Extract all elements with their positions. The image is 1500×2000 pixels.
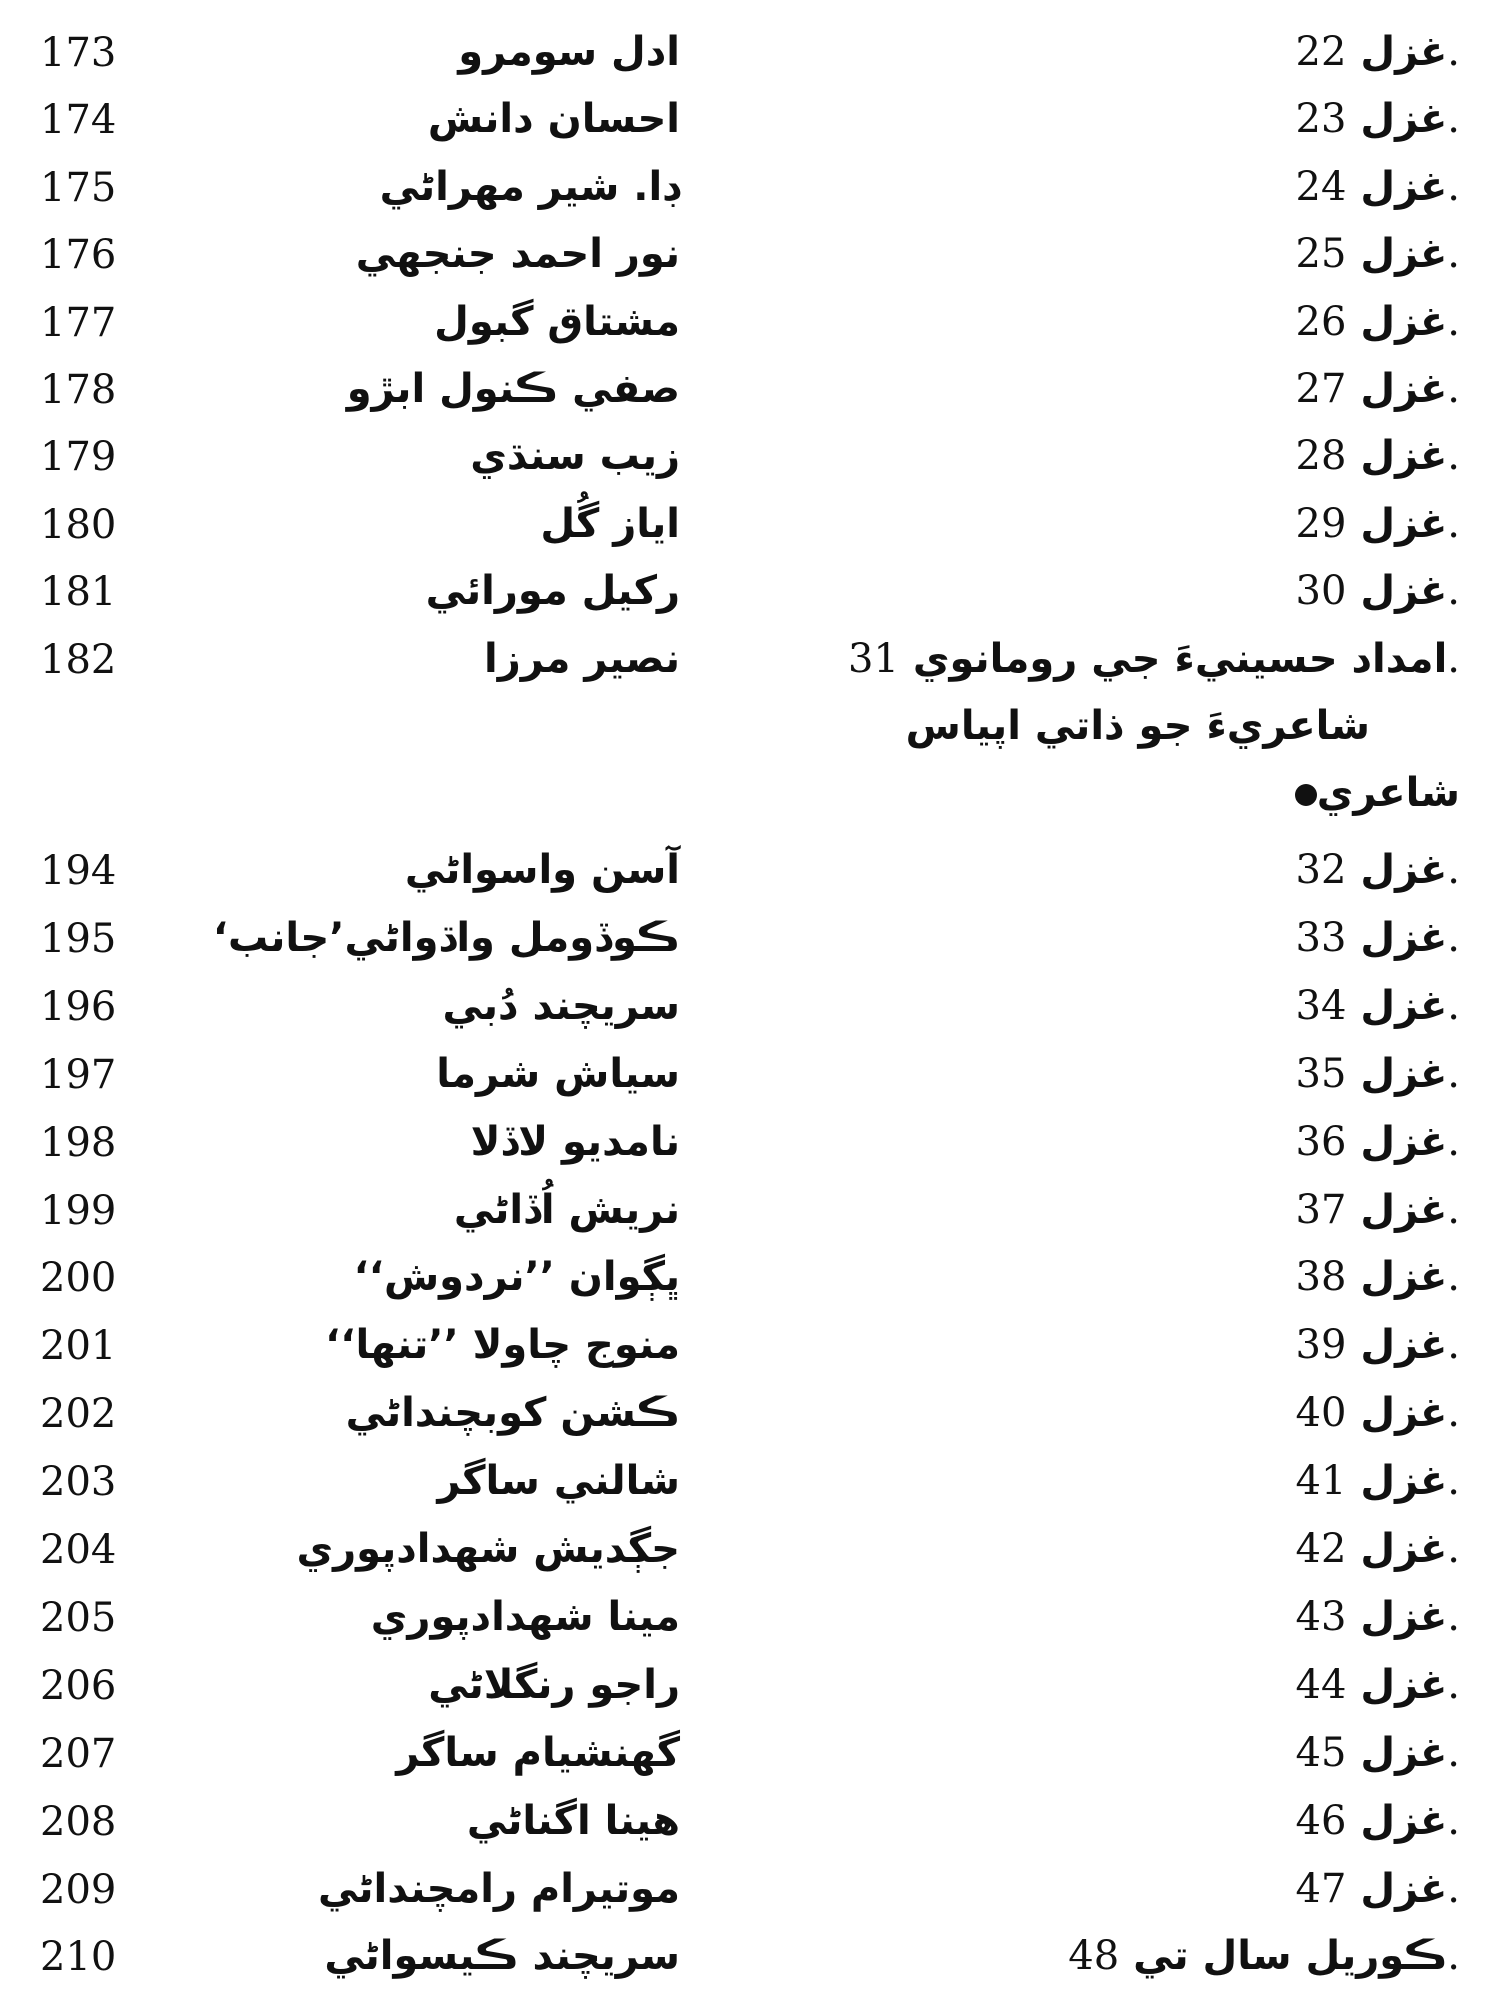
toc-entry — [0, 1110, 1500, 1176]
entry-title — [1296, 1859, 1460, 1919]
page-number: 201 — [40, 1323, 117, 1369]
entry-title — [1296, 1315, 1460, 1375]
entry-index: 46. — [1295, 1798, 1460, 1844]
page-number: 181 — [40, 569, 117, 615]
entry-title — [1296, 359, 1460, 419]
entry-title — [1296, 1247, 1460, 1307]
entry-title — [1296, 1044, 1460, 1104]
entry-title-text: غزل — [1360, 1662, 1448, 1708]
entry-index: 43. — [1295, 1594, 1460, 1640]
entry-index: 47. — [1295, 1866, 1460, 1912]
toc-entry — [0, 1381, 1500, 1447]
toc-entry — [0, 1245, 1500, 1311]
toc-entry — [0, 222, 1500, 288]
toc-entry — [0, 1653, 1500, 1719]
toc-entry — [0, 1178, 1500, 1244]
author-name: ڀڳوان ’’نردوش‘‘ — [353, 1254, 680, 1300]
toc-entry — [0, 87, 1500, 153]
author-name: نور احمد جنجهي — [355, 231, 680, 277]
entry-index: 25. — [1295, 231, 1460, 277]
entry-title — [1296, 1587, 1460, 1647]
page-number: 200 — [40, 1255, 117, 1301]
entry-title-text: غزل — [1360, 96, 1448, 142]
entry-title-text: امداد حسينيءَ جي رومانوي — [912, 636, 1448, 682]
toc-entry — [0, 906, 1500, 972]
entry-index: 41. — [1295, 1458, 1460, 1504]
entry-index: 34. — [1295, 983, 1460, 1029]
page-number: 174 — [40, 97, 117, 143]
page-number: 205 — [40, 1595, 117, 1641]
author-name: ادل سومرو — [458, 29, 680, 75]
entry-title-text: غزل — [1360, 1730, 1448, 1776]
entry-title — [1296, 561, 1460, 621]
entry-index: 36. — [1295, 1119, 1460, 1165]
author-name: صفي ڪنول ابڙو — [346, 366, 680, 412]
entry-title-text: غزل — [1360, 433, 1448, 479]
toc-entry — [0, 1313, 1500, 1379]
entry-continuation-row — [0, 694, 1500, 760]
page-number: 199 — [40, 1188, 117, 1234]
page-number: 208 — [40, 1799, 117, 1845]
entry-title-text: غزل — [1360, 366, 1448, 412]
page-number: 209 — [40, 1867, 117, 1913]
author-name: سريچند ڪيسواڻي — [324, 1933, 680, 1979]
author-name: مشتاق گبول — [434, 299, 680, 345]
entry-title-text: ڪوريل سال تي — [1133, 1933, 1448, 1979]
author-name: ڊا. شير مهراڻي — [379, 164, 680, 210]
entry-index: 31. — [848, 636, 1460, 682]
section-heading — [1277, 763, 1460, 823]
entry-index: 38. — [1295, 1254, 1460, 1300]
page-number: 176 — [40, 232, 117, 278]
entry-title — [1296, 1723, 1460, 1783]
page-number: 178 — [40, 367, 117, 413]
page-number: 202 — [40, 1391, 117, 1437]
author-name: موتيرام رامچنداڻي — [318, 1866, 680, 1912]
author-name: آسن واسواڻي — [404, 847, 680, 893]
entry-index: 29. — [1295, 501, 1460, 547]
author-name: اياز گُل — [540, 501, 680, 547]
entry-index: 48. — [1068, 1933, 1460, 1979]
toc-entry — [0, 1585, 1500, 1651]
author-name: نصير مرزا — [484, 636, 680, 682]
entry-title — [1296, 157, 1460, 217]
page-number: 177 — [40, 300, 117, 346]
entry-index: 40. — [1295, 1390, 1460, 1436]
author-name: احسان دانش — [427, 96, 680, 142]
entry-title-text: غزل — [1360, 1322, 1448, 1368]
toc-entry — [0, 492, 1500, 558]
page-number: 194 — [40, 848, 117, 894]
entry-index: 44. — [1295, 1662, 1460, 1708]
entry-title-text: غزل — [1360, 501, 1448, 547]
toc-entry — [0, 1517, 1500, 1583]
entry-title — [1296, 89, 1460, 149]
page-number: 179 — [40, 434, 117, 480]
entry-title-text: غزل — [1360, 847, 1448, 893]
entry-index: 37. — [1295, 1187, 1460, 1233]
entry-title-text: غزل — [1360, 1119, 1448, 1165]
entry-title — [1296, 292, 1460, 352]
author-name: مينا شهدادپوري — [370, 1594, 680, 1640]
entry-continuation: شاعريءَ جو ذاتي اپياس — [905, 703, 1370, 749]
page-number: 196 — [40, 984, 117, 1030]
author-name: شالني ساگر — [437, 1458, 680, 1504]
entry-title-text: غزل — [1360, 231, 1448, 277]
entry-title-text: غزل — [1360, 1390, 1448, 1436]
entry-index: 26. — [1295, 299, 1460, 345]
author-name: ڪوڏومل واڌواڻي’جانب‘ — [212, 915, 680, 961]
author-name: راجو رنگلاڻي — [428, 1662, 680, 1708]
entry-index: 23. — [1295, 96, 1460, 142]
entry-title — [1296, 22, 1460, 82]
entry-index: 33. — [1295, 915, 1460, 961]
page-number: 207 — [40, 1731, 117, 1777]
entry-title-text: غزل — [1360, 1526, 1448, 1572]
page-number: 210 — [40, 1934, 117, 1980]
toc-entry — [0, 1449, 1500, 1515]
page-number: 182 — [40, 637, 117, 683]
author-name: گهنشيام ساگر — [396, 1730, 680, 1776]
toc-entry — [0, 424, 1500, 490]
entry-index: 24. — [1295, 164, 1460, 210]
entry-title-text: غزل — [1360, 915, 1448, 961]
author-name: ڪشن کوبچنداڻي — [345, 1390, 680, 1436]
entry-title — [1296, 494, 1460, 554]
entry-title-text: غزل — [1360, 1458, 1448, 1504]
toc-entry — [0, 1789, 1500, 1855]
entry-index: 28. — [1295, 433, 1460, 479]
entry-index: 39. — [1295, 1322, 1460, 1368]
entry-title — [1296, 224, 1460, 284]
page-number: 180 — [40, 502, 117, 548]
entry-index: 42. — [1295, 1526, 1460, 1572]
toc-entry — [0, 1857, 1500, 1923]
entry-title-text: غزل — [1360, 1051, 1448, 1097]
entry-title-text: غزل — [1360, 1798, 1448, 1844]
entry-index: 45. — [1295, 1730, 1460, 1776]
section-heading-row — [0, 761, 1500, 827]
entry-title-text: غزل — [1360, 983, 1448, 1029]
author-name: سياش شرما — [436, 1051, 680, 1097]
toc-entry — [0, 627, 1500, 693]
entry-title — [1296, 1451, 1460, 1511]
entry-title — [1296, 908, 1460, 968]
page-number: 197 — [40, 1052, 117, 1098]
entry-title — [1296, 976, 1460, 1036]
section-heading-text: شاعري — [1316, 770, 1460, 816]
entry-title — [1296, 1112, 1460, 1172]
toc-entry — [0, 1042, 1500, 1108]
page-number: 173 — [40, 30, 117, 76]
toc-entry — [0, 290, 1500, 356]
author-name: منوج چاولا ’’تنها‘‘ — [325, 1322, 680, 1368]
entry-title-text: غزل — [1360, 1254, 1448, 1300]
toc-entry — [0, 559, 1500, 625]
author-name: رکيل مورائي — [425, 568, 680, 614]
entry-title-text: غزل — [1360, 1187, 1448, 1233]
author-name: زيب سنڌي — [470, 433, 680, 479]
entry-title — [848, 629, 1460, 689]
author-name: جڳديش شهدادپوري — [296, 1526, 680, 1572]
entry-index: 30. — [1295, 568, 1460, 614]
author-name: هينا اگناڻي — [466, 1798, 680, 1844]
entry-title-text: غزل — [1360, 164, 1448, 210]
entry-title — [1296, 1791, 1460, 1851]
entry-title-text: غزل — [1360, 299, 1448, 345]
entry-title — [1296, 1180, 1460, 1240]
toc-entry — [0, 1721, 1500, 1787]
entry-index: 32. — [1295, 847, 1460, 893]
entry-title-text: غزل — [1360, 568, 1448, 614]
entry-title — [1068, 1926, 1460, 1986]
toc-entry — [0, 20, 1500, 86]
entry-title — [1296, 426, 1460, 486]
entry-title — [1296, 1519, 1460, 1579]
page-number: 195 — [40, 916, 117, 962]
entry-index: 35. — [1295, 1051, 1460, 1097]
author-name: نامديو لاڏلا — [470, 1119, 680, 1165]
entry-title-text: غزل — [1360, 1594, 1448, 1640]
page-number: 206 — [40, 1663, 117, 1709]
toc-entry — [0, 1924, 1500, 1990]
page-number: 203 — [40, 1459, 117, 1505]
toc-entry — [0, 974, 1500, 1040]
bullet-icon — [1295, 784, 1317, 806]
toc-entry — [0, 838, 1500, 904]
author-name: نريش اُڏاڻي — [453, 1187, 680, 1233]
entry-title — [1296, 1655, 1460, 1715]
toc-entry — [0, 357, 1500, 423]
entry-title — [1296, 1383, 1460, 1443]
author-name: سريچند دُبي — [442, 983, 680, 1029]
entry-index: 27. — [1295, 366, 1460, 412]
page-number: 198 — [40, 1120, 117, 1166]
entry-title — [1296, 840, 1460, 900]
entry-title-text: غزل — [1360, 1866, 1448, 1912]
entry-title-text: غزل — [1360, 29, 1448, 75]
entry-index: 22. — [1295, 29, 1460, 75]
toc-entry — [0, 155, 1500, 221]
page-number: 175 — [40, 165, 117, 211]
page-number: 204 — [40, 1527, 117, 1573]
